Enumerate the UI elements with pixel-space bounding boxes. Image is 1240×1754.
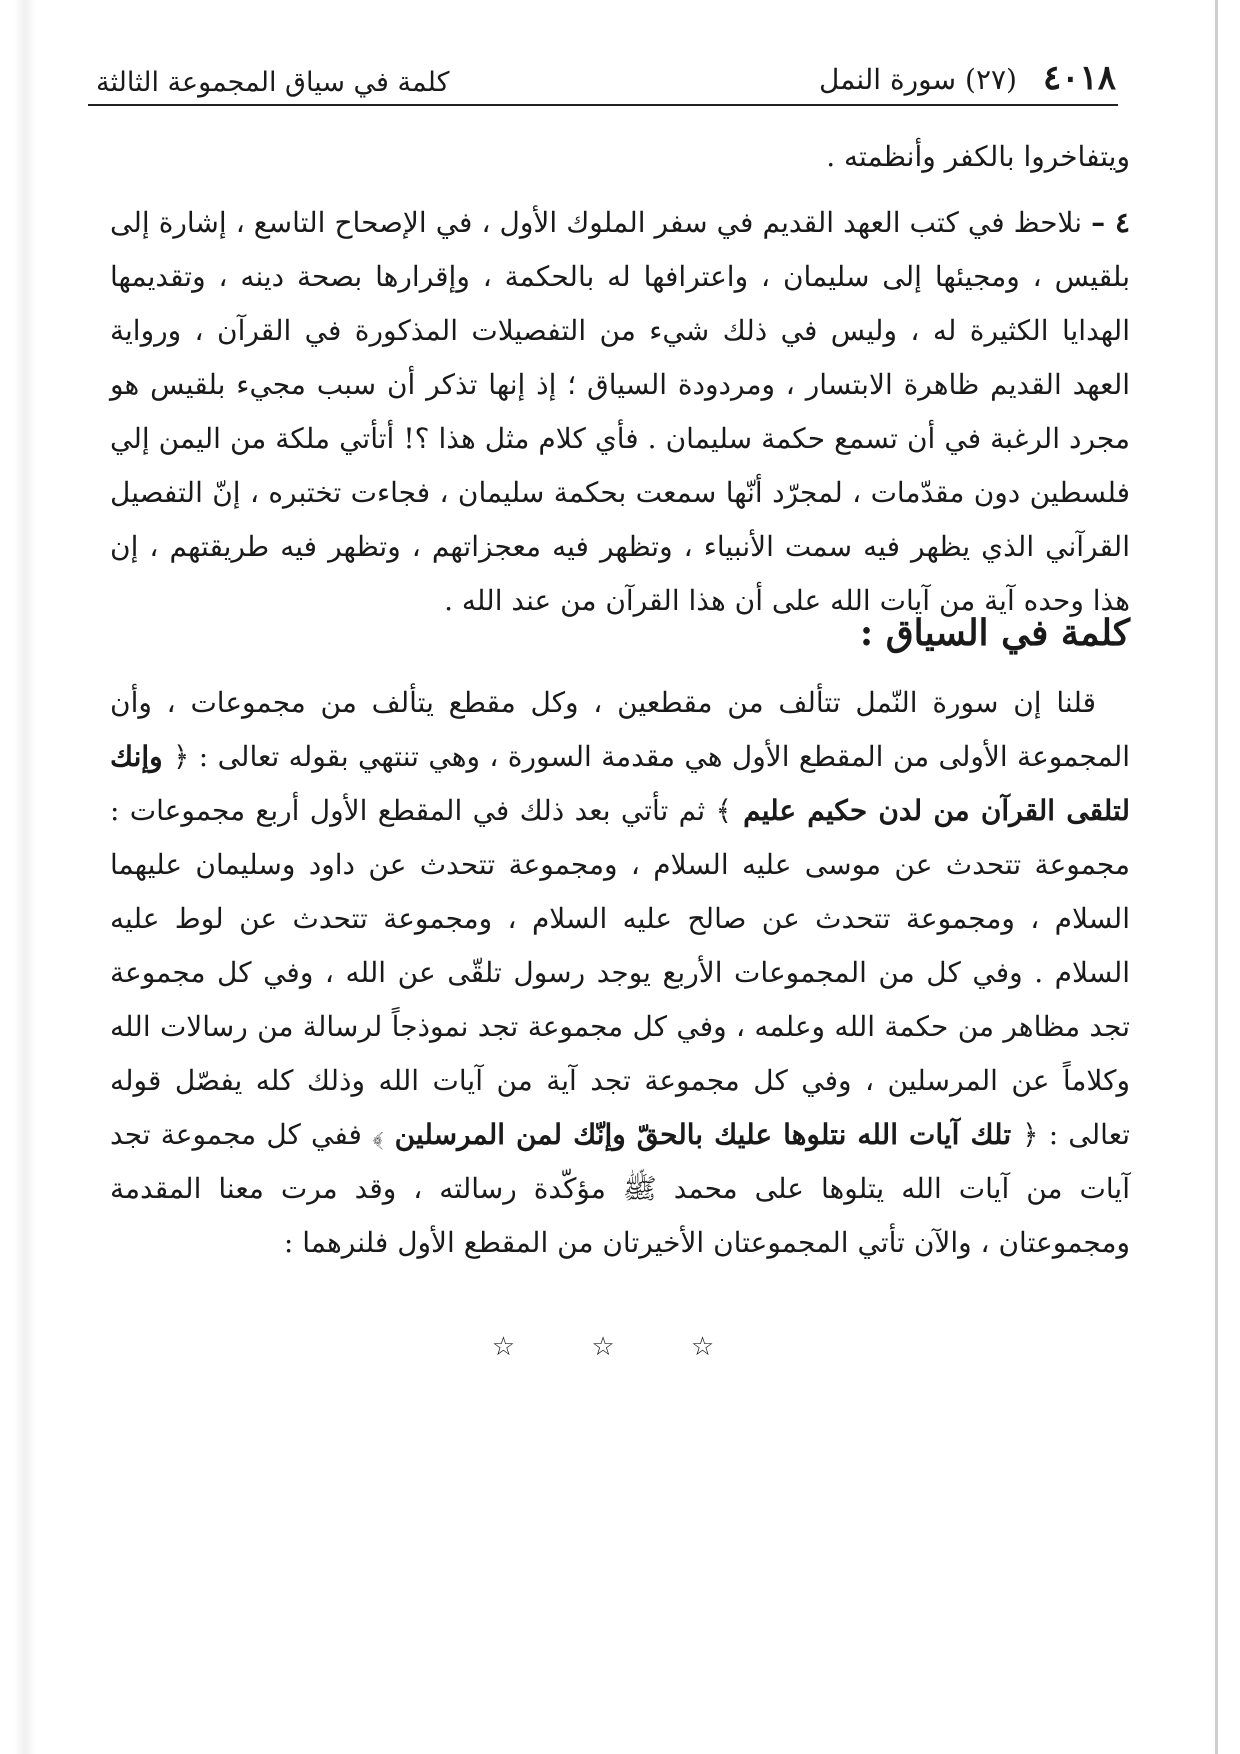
running-header (96, 44, 1116, 98)
quran-verse: وإنك لتلقى القرآن من لدن حكيم عليم (110, 740, 1131, 827)
paragraph-text: قلنا إن سورة النّمل تتألف من مقطعين ، وكل مقطع يتألف من مجموعات ، وأن المجموعة الأولى من المقطع الأول هي مقدمة السورة ، وهي تنتهي بقوله تعالى : (110, 686, 1131, 773)
section-heading: كلمة في السياق : (859, 612, 1130, 654)
page-number: ٤٠١٨ (1042, 58, 1116, 98)
numbered-paragraph-4 (110, 196, 1130, 628)
paragraph-continuation (110, 130, 1130, 184)
header-right-group (819, 58, 1116, 98)
paragraph-text: ويتفاخروا بالكفر وأنظمته . (826, 140, 1130, 173)
paragraph-text: ثم تأتي بعد ذلك في المقطع الأول أربع مجموعات : مجموعة تتحدث عن موسى عليه السلام ، ومجموعة تتحدث عن داود وسليمان عليهما السلام ، ومجموعة تتحدث عن صالح عليه السلام ، ومجموعة تتحدث عن لوط عليه السلام . وفي كل من المجموعات الأربع يوجد رسول تلقّى عن الله ، وفي كل مجموعة تجد مظاهر من حكمة الله وعلمه ، وفي كل مجموعة تجد نموذجاً لرسالة من رسالات الله وكلاماً عن المرسلين ، وفي كل مجموعة تجد آية من آيات الله وذلك كله يفصّل قوله تعالى : (110, 794, 1131, 1151)
header-rule (88, 104, 1118, 106)
running-title: كلمة في سياق المجموعة الثالثة (96, 67, 450, 98)
ornate-bracket-open: ﴿ (1022, 1118, 1039, 1151)
paragraph (110, 676, 1130, 1270)
ornate-bracket-open: ﴿ (172, 740, 190, 773)
paragraph-text: ففي كل مجموعة تجد آيات من آيات الله يتلوها على محمد ﷺ مؤكّدة رسالته ، وقد مرت معنا المقدمة ومجموعتان ، والآن تأتي المجموعتان الأخيرتان من المقطع الأول فلنرهما : (110, 1118, 1130, 1259)
quran-verse: تلك آيات الله نتلوها عليك بالحقّ وإنّك لمن المرسلين (394, 1118, 1012, 1151)
paragraph-number: ٤ – (1091, 206, 1130, 239)
scan-edge-shadow (14, 0, 36, 1754)
paragraph (110, 196, 1130, 628)
ornate-bracket-close: ﴾ (715, 794, 732, 827)
quran-quote (372, 1118, 1038, 1151)
section-body (110, 676, 1130, 1270)
paragraph-text: نلاحظ في كتب العهد القديم في سفر الملوك الأول ، في الإصحاح التاسع ، إشارة إلى بلقيس ، ومجيئها إلى سليمان ، واعترافها له بالحكمة ، وإقرارها بصحة دينه ، وتقديمها الهدايا الكثيرة له ، وليس في ذلك شيء من التفصيلات المذكورة في القرآن ، ورواية العهد القديم ظاهرة الابتسار ، ومردودة السياق ؛ إذ إنها تذكر أن سبب مجيء بلقيس هو مجرد الرغبة في أن تسمع حكمة سليمان . فأي كلام مثل هذا ؟! أتأتي ملكة من اليمن إلي فلسطين دون مقدّمات ، لمجرّد أنّها سمعت بحكمة سليمان ، فجاءت تختبره ، إنّ التفصيل القرآني الذي يظهر فيه سمت الأنبياء ، وتظهر فيه معجزاتهم ، وتظهر فيه طريقتهم ، إن هذا وحده آية من آيات الله على أن هذا القرآن من عند الله . (110, 206, 1130, 617)
page-edge-line (1215, 0, 1218, 1754)
ornate-bracket-close: ﴾ (372, 1118, 384, 1151)
star-separator: ☆ ☆ ☆ (491, 1332, 749, 1362)
surah-label: (٢٧) سورة النمل (818, 63, 1017, 96)
